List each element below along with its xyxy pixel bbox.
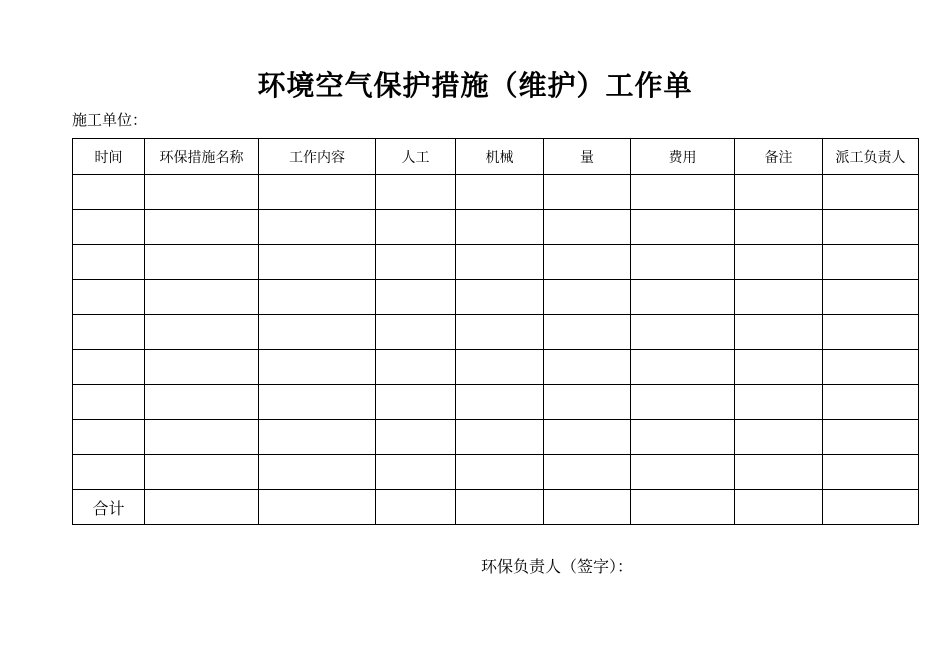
table-cell bbox=[631, 490, 735, 525]
table-cell bbox=[631, 175, 735, 210]
table-cell bbox=[631, 350, 735, 385]
table-cell bbox=[145, 245, 259, 280]
header-labor: 人工 bbox=[376, 139, 456, 175]
table-cell bbox=[376, 280, 456, 315]
table-cell bbox=[376, 315, 456, 350]
table-cell bbox=[735, 210, 823, 245]
table-cell bbox=[259, 420, 376, 455]
table-cell bbox=[544, 280, 631, 315]
table-cell bbox=[823, 490, 919, 525]
header-machinery: 机械 bbox=[456, 139, 544, 175]
table-cell bbox=[456, 245, 544, 280]
table-cell bbox=[456, 350, 544, 385]
table-cell bbox=[259, 175, 376, 210]
header-measure-name: 环保措施名称 bbox=[145, 139, 259, 175]
table-cell bbox=[259, 455, 376, 490]
table-cell bbox=[145, 490, 259, 525]
table-cell bbox=[376, 210, 456, 245]
table-cell bbox=[145, 315, 259, 350]
table-cell bbox=[259, 210, 376, 245]
table-cell bbox=[544, 210, 631, 245]
table-cell bbox=[259, 315, 376, 350]
table-cell bbox=[735, 315, 823, 350]
table-cell bbox=[735, 490, 823, 525]
header-quantity: 量 bbox=[544, 139, 631, 175]
table-cell bbox=[73, 210, 145, 245]
table-cell bbox=[631, 245, 735, 280]
table-cell bbox=[376, 420, 456, 455]
header-dispatcher: 派工负责人 bbox=[823, 139, 919, 175]
table-cell bbox=[73, 385, 145, 420]
table-cell bbox=[73, 420, 145, 455]
page-title: 环境空气保护措施（维护）工作单 bbox=[257, 69, 693, 102]
table-cell bbox=[376, 385, 456, 420]
table-cell bbox=[259, 245, 376, 280]
table-cell bbox=[456, 175, 544, 210]
table-cell bbox=[544, 420, 631, 455]
table-cell bbox=[73, 315, 145, 350]
table-cell bbox=[456, 280, 544, 315]
header-remarks: 备注 bbox=[735, 139, 823, 175]
table-row bbox=[73, 280, 919, 315]
table-cell bbox=[735, 245, 823, 280]
table-cell bbox=[735, 175, 823, 210]
table-cell bbox=[823, 420, 919, 455]
table-cell bbox=[631, 280, 735, 315]
table-cell bbox=[631, 420, 735, 455]
header-cost: 费用 bbox=[631, 139, 735, 175]
table-cell bbox=[259, 350, 376, 385]
table-cell bbox=[456, 315, 544, 350]
table-row bbox=[73, 385, 919, 420]
table-cell bbox=[735, 455, 823, 490]
total-row bbox=[73, 490, 919, 525]
table-cell bbox=[145, 350, 259, 385]
table-row bbox=[73, 175, 919, 210]
table-cell bbox=[73, 350, 145, 385]
table-cell bbox=[376, 350, 456, 385]
table-cell bbox=[145, 420, 259, 455]
header-time: 时间 bbox=[73, 139, 145, 175]
table-row bbox=[73, 315, 919, 350]
table-cell bbox=[631, 315, 735, 350]
table-cell bbox=[631, 210, 735, 245]
table-cell bbox=[376, 245, 456, 280]
table-cell bbox=[544, 385, 631, 420]
table-cell bbox=[145, 455, 259, 490]
table-cell bbox=[823, 350, 919, 385]
table-cell bbox=[456, 385, 544, 420]
table-cell bbox=[735, 385, 823, 420]
header-work-content: 工作内容 bbox=[259, 139, 376, 175]
table-cell bbox=[823, 315, 919, 350]
table-cell bbox=[73, 455, 145, 490]
table-cell bbox=[735, 420, 823, 455]
table-cell bbox=[823, 385, 919, 420]
table-body bbox=[73, 175, 919, 525]
table-cell bbox=[544, 350, 631, 385]
table-cell bbox=[145, 280, 259, 315]
table-cell bbox=[145, 210, 259, 245]
table-cell bbox=[823, 175, 919, 210]
table-cell bbox=[631, 385, 735, 420]
table-cell bbox=[73, 175, 145, 210]
table-cell bbox=[544, 315, 631, 350]
table-cell bbox=[544, 245, 631, 280]
table-cell bbox=[456, 455, 544, 490]
table-cell bbox=[259, 385, 376, 420]
table-cell bbox=[823, 455, 919, 490]
table-cell bbox=[376, 175, 456, 210]
table-cell bbox=[259, 490, 376, 525]
table-cell bbox=[544, 175, 631, 210]
table-cell bbox=[544, 455, 631, 490]
table-row bbox=[73, 455, 919, 490]
table-row bbox=[73, 245, 919, 280]
table-row bbox=[73, 420, 919, 455]
total-label: 合计 bbox=[73, 490, 145, 525]
table-cell bbox=[456, 420, 544, 455]
table-cell bbox=[73, 245, 145, 280]
table-cell bbox=[259, 280, 376, 315]
table-cell bbox=[823, 210, 919, 245]
table-row bbox=[73, 350, 919, 385]
table-cell bbox=[456, 490, 544, 525]
table-cell bbox=[544, 490, 631, 525]
table-cell bbox=[823, 245, 919, 280]
table-cell bbox=[631, 455, 735, 490]
construction-unit-label: 施工单位： bbox=[72, 111, 148, 129]
table-cell bbox=[376, 490, 456, 525]
table-cell bbox=[735, 350, 823, 385]
table-cell bbox=[823, 280, 919, 315]
signature-label: 环保负责人（签字）： bbox=[481, 557, 634, 576]
table-row bbox=[73, 210, 919, 245]
table-cell bbox=[735, 280, 823, 315]
table-cell bbox=[145, 385, 259, 420]
table-cell bbox=[145, 175, 259, 210]
table-cell bbox=[376, 455, 456, 490]
table-header-row bbox=[73, 139, 919, 175]
table-cell bbox=[73, 280, 145, 315]
work-order-table bbox=[72, 138, 919, 525]
table-cell bbox=[456, 210, 544, 245]
